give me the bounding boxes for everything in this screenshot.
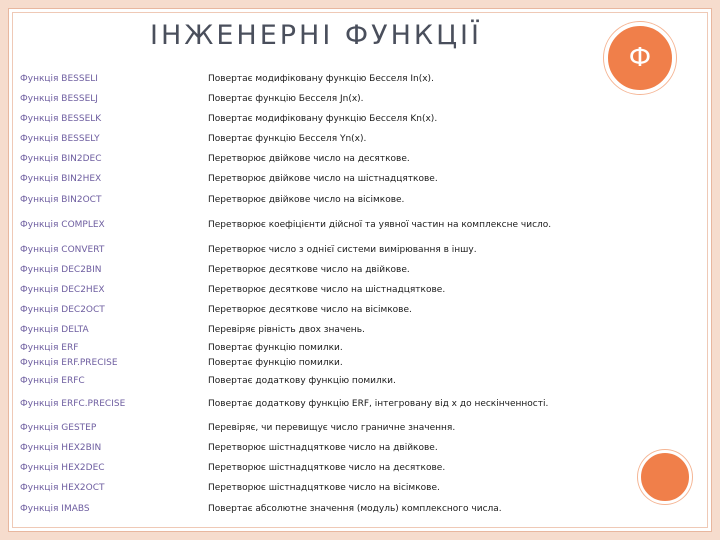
function-name: Функція DEC2HEX	[20, 285, 105, 295]
table-row	[0, 283, 720, 297]
function-description: Повертає функцію помилки.	[208, 343, 343, 353]
function-name: Функція BESSELI	[20, 74, 98, 84]
table-row	[0, 441, 720, 455]
function-name: Функція CONVERT	[20, 245, 105, 255]
table-row	[0, 218, 720, 232]
letter-badge: Ф	[604, 22, 676, 94]
function-name: Функція BIN2OCT	[20, 195, 102, 205]
function-name: Функція DEC2BIN	[20, 265, 102, 275]
table-row	[0, 243, 720, 257]
function-description: Повертає модифіковану функцію Бесселя In(x).	[208, 74, 434, 84]
function-description: Перетворює шістнадцяткове число на двійкове.	[208, 443, 438, 453]
table-row	[0, 461, 720, 475]
function-description: Перетворює число з однієї системи вимірювання в іншу.	[208, 245, 477, 255]
function-name: Функція ERF.PRECISE	[20, 358, 118, 368]
function-name: Функція DEC2OCT	[20, 305, 105, 315]
function-description: Повертає додаткову функцію помилки.	[208, 376, 396, 386]
function-description: Перетворює коефіцієнти дійсної та уявної частин на комплексне число.	[208, 220, 552, 230]
function-name: Функція BIN2HEX	[20, 174, 102, 184]
function-description: Повертає модифіковану функцію Бесселя Kn(x).	[208, 114, 438, 124]
table-row	[0, 397, 720, 411]
function-description: Перевіряє, чи перевищує число граничне значення.	[208, 423, 456, 433]
function-description: Перетворює десяткове число на шістнадцяткове.	[208, 285, 446, 295]
table-row	[0, 132, 720, 146]
table-row	[0, 341, 720, 355]
function-description: Повертає функцію Бесселя Jn(x).	[208, 94, 364, 104]
function-name: Функція ERFC.PRECISE	[20, 399, 126, 409]
table-row	[0, 356, 720, 370]
table-row	[0, 72, 720, 86]
function-description: Повертає абсолютне значення (модуль) комплексного числа.	[208, 504, 502, 514]
function-name: Функція GESTEP	[20, 423, 97, 433]
decorative-circle	[638, 450, 692, 504]
table-row	[0, 172, 720, 186]
table-row	[0, 481, 720, 495]
table-row	[0, 152, 720, 166]
function-name: Функція BESSELK	[20, 114, 102, 124]
function-name: Функція ERF	[20, 343, 79, 353]
function-name: Функція ERFC	[20, 376, 85, 386]
function-name: Функція BESSELJ	[20, 94, 98, 104]
table-row	[0, 323, 720, 337]
function-description: Перевіряє рівність двох значень.	[208, 325, 365, 335]
function-name: Функція DELTA	[20, 325, 89, 335]
function-description: Перетворює десяткове число на вісімкове.	[208, 305, 412, 315]
slide-title: ІНЖЕНЕРНІ ФУНКЦІЇ	[150, 20, 482, 51]
table-row	[0, 303, 720, 317]
function-description: Перетворює двійкове число на вісімкове.	[208, 195, 405, 205]
function-description: Перетворює десяткове число на двійкове.	[208, 265, 410, 275]
table-row	[0, 92, 720, 106]
function-name: Функція BESSELY	[20, 134, 100, 144]
function-description: Перетворює шістнадцяткове число на вісімкове.	[208, 483, 440, 493]
table-row	[0, 502, 720, 516]
function-name: Функція HEX2OCT	[20, 483, 105, 493]
table-row	[0, 193, 720, 207]
function-description: Перетворює шістнадцяткове число на десяткове.	[208, 463, 446, 473]
table-row	[0, 263, 720, 277]
function-description: Перетворює двійкове число на шістнадцяткове.	[208, 174, 438, 184]
function-name: Функція HEX2BIN	[20, 443, 102, 453]
function-name: Функція BIN2DEC	[20, 154, 102, 164]
function-name: Функція COMPLEX	[20, 220, 105, 230]
function-description: Повертає функцію Бесселя Yn(x).	[208, 134, 367, 144]
table-row	[0, 421, 720, 435]
function-description: Повертає додаткову функцію ERF, інтегровану від x до нескінченності.	[208, 399, 549, 409]
function-description: Повертає функцію помилки.	[208, 358, 343, 368]
function-name: Функція HEX2DEC	[20, 463, 105, 473]
function-description: Перетворює двійкове число на десяткове.	[208, 154, 410, 164]
table-row	[0, 374, 720, 388]
table-row	[0, 112, 720, 126]
function-name: Функція IMABS	[20, 504, 90, 514]
